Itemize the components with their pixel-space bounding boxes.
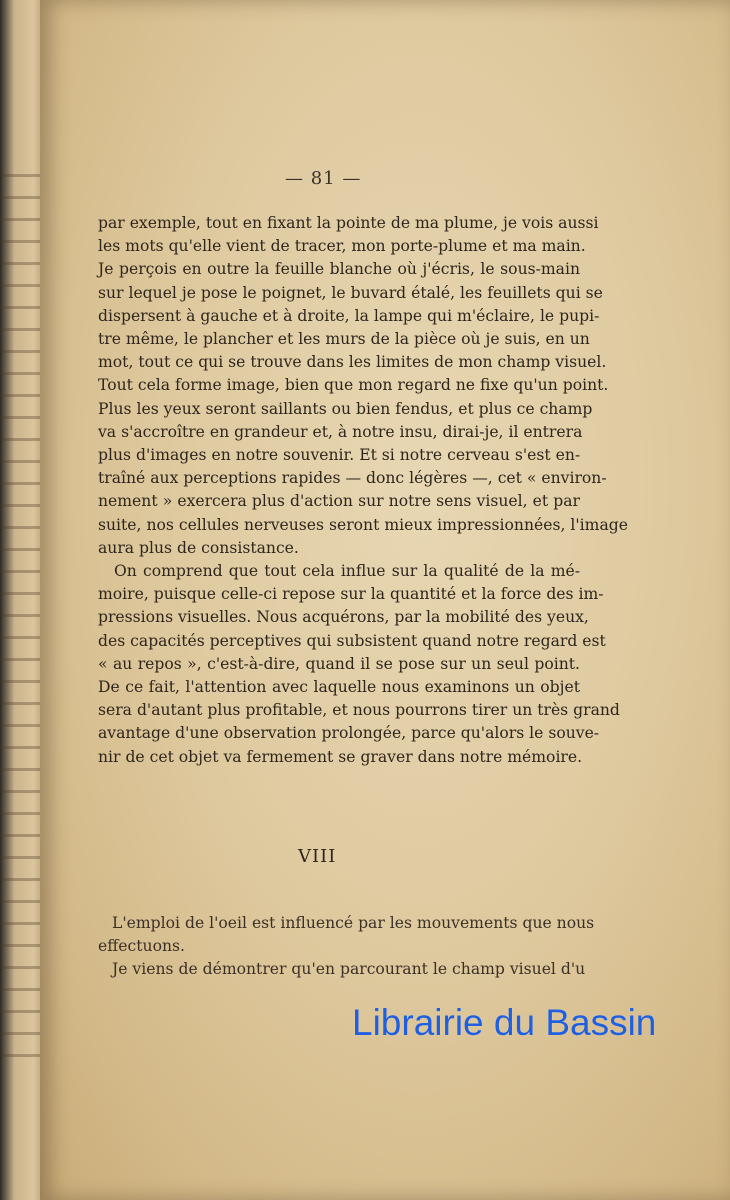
- page-number: — 81 —: [285, 168, 362, 189]
- text-line: va s'accroître en grandeur et, à notre insu, dirai-je, il entrera: [98, 422, 583, 441]
- text-line: dispersent à gauche et à droite, la lampe qui m'éclaire, le pupi-: [98, 306, 600, 325]
- paragraph-2: [98, 560, 620, 769]
- text-line: avantage d'une observation prolongée, parce qu'alors le souve-: [98, 724, 600, 743]
- text-line: les mots qu'elle vient de tracer, mon porte-plume et ma main.: [98, 237, 586, 256]
- section-heading: VIII: [298, 846, 337, 867]
- text-line: Plus les yeux seront saillants ou bien fendus, et plus ce champ: [98, 399, 593, 418]
- text-line: L'emploi de l'oeil est influencé par les mouvements que nous: [112, 914, 595, 932]
- text-line: Je perçois en outre la feuille blanche où j'écris, le sous-main: [98, 260, 580, 279]
- text-line: plus d'images en notre souvenir. Et si notre cerveau s'est en-: [98, 446, 581, 465]
- text-line: moire, puisque celle-ci repose sur la quantité et la force des im-: [98, 585, 604, 604]
- section-text: [98, 912, 595, 981]
- text-line: On comprend que tout cela influe sur la qualité de la mé-: [114, 562, 580, 581]
- body-text: [98, 212, 628, 769]
- text-line: effectuons.: [98, 937, 185, 955]
- text-line: nir de cet objet va fermement se graver dans notre mémoire.: [98, 747, 583, 766]
- text-line: sera d'autant plus profitable, et nous pourrons tirer un très grand: [98, 701, 620, 720]
- text-line: traîné aux perceptions rapides — donc légères —, cet « environ-: [98, 469, 607, 488]
- text-line: De ce fait, l'attention avec laquelle nous examinons un objet: [98, 678, 580, 697]
- text-line: Je viens de démontrer qu'en parcourant le champ visuel d'u: [112, 960, 586, 978]
- text-line: tre même, le plancher et les murs de la pièce où je suis, en un: [98, 330, 590, 349]
- watermark: Librairie du Bassin: [352, 1002, 657, 1043]
- text-line: Tout cela forme image, bien que mon regard ne fixe qu'un point.: [98, 376, 609, 395]
- text-line: sur lequel je pose le poignet, le buvard étalé, les feuillets qui se: [98, 283, 603, 302]
- paragraph-1: [98, 212, 628, 560]
- text-line: mot, tout ce qui se trouve dans les limites de mon champ visuel.: [98, 353, 607, 372]
- text-line: des capacités perceptives qui subsistent quand notre regard est: [98, 631, 606, 650]
- text-line: aura plus de consistance.: [98, 538, 299, 557]
- text-line: pressions visuelles. Nous acquérons, par la mobilité des yeux,: [98, 608, 589, 627]
- text-line: « au repos », c'est-à-dire, quand il se pose sur un seul point.: [98, 654, 580, 673]
- text-line: nement » exercera plus d'action sur notre sens visuel, et par: [98, 492, 580, 511]
- text-line: par exemple, tout en fixant la pointe de ma plume, je vois aussi: [98, 214, 599, 232]
- text-line: suite, nos cellules nerveuses seront mieux impressionnées, l'image: [98, 515, 628, 534]
